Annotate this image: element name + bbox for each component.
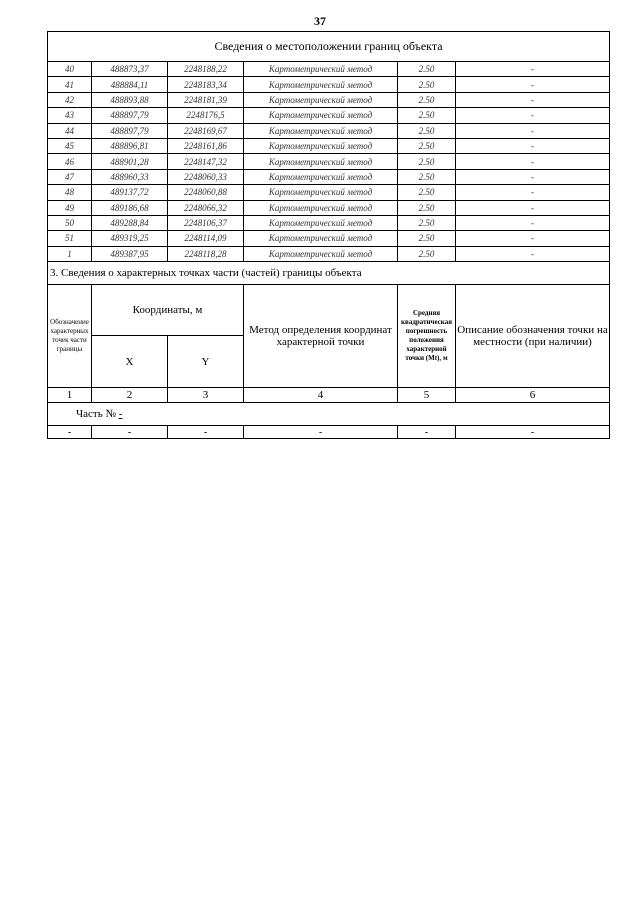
cell-desc: - [456, 123, 610, 138]
cell-method: Картометрический метод [244, 138, 398, 153]
cell-desc: - [456, 200, 610, 215]
column-number: 5 [398, 388, 456, 403]
cell-desc: - [456, 77, 610, 92]
table-row [48, 246, 610, 261]
section-title: Сведения о местоположении границ объекта [48, 32, 610, 62]
header-row-1 [48, 285, 610, 336]
cell-method: Картометрический метод [244, 185, 398, 200]
column-number: 6 [456, 388, 610, 403]
cell-desc: - [456, 138, 610, 153]
cell-x: 489186,68 [92, 200, 168, 215]
table-row [48, 92, 610, 107]
cell-y: 2248183,34 [168, 77, 244, 92]
cell-y: 2248066,32 [168, 200, 244, 215]
cell-y: 2248188,22 [168, 62, 244, 77]
cell-x: 489387,95 [92, 246, 168, 261]
cell-x: 488896,81 [92, 138, 168, 153]
cell-empty: - [398, 426, 456, 439]
header-coordinates: Координаты, м [92, 285, 244, 336]
cell-empty: - [48, 426, 92, 439]
cell-method: Картометрический метод [244, 200, 398, 215]
cell-y: 2248106,37 [168, 215, 244, 230]
cell-method: Картометрический метод [244, 77, 398, 92]
part-value: - [118, 408, 123, 421]
cell-method: Картометрический метод [244, 123, 398, 138]
cell-y: 2248161,86 [168, 138, 244, 153]
cell-mt: 2.50 [398, 62, 456, 77]
cell-method: Картометрический метод [244, 169, 398, 184]
table-row [48, 123, 610, 138]
header-x: X [92, 336, 168, 388]
table-row [48, 231, 610, 246]
header-method: Метод определения координат характерной точки [244, 285, 398, 388]
cell-x: 488897,79 [92, 108, 168, 123]
cell-n: 50 [48, 215, 92, 230]
cell-x: 489319,25 [92, 231, 168, 246]
section3-title: 3. Сведения о характерных точках части (частей) границы объекта [48, 262, 610, 285]
cell-n: 44 [48, 123, 92, 138]
table-row [48, 426, 610, 439]
cell-desc: - [456, 185, 610, 200]
cell-mt: 2.50 [398, 108, 456, 123]
cell-desc: - [456, 169, 610, 184]
section-title-row [48, 32, 610, 62]
cell-mt: 2.50 [398, 138, 456, 153]
header-description: Описание обозначения точки на местности (при наличии) [456, 285, 610, 388]
cell-mt: 2.50 [398, 215, 456, 230]
cell-method: Картометрический метод [244, 108, 398, 123]
cell-mt: 2.50 [398, 246, 456, 261]
column-number: 1 [48, 388, 92, 403]
cell-n: 40 [48, 62, 92, 77]
table-row [48, 77, 610, 92]
cell-empty: - [244, 426, 398, 439]
column-numbers-row [48, 388, 610, 403]
cell-x: 488960,33 [92, 169, 168, 184]
cell-y: 2248060,88 [168, 185, 244, 200]
cell-y: 2248118,28 [168, 246, 244, 261]
cell-method: Картометрический метод [244, 154, 398, 169]
cell-desc: - [456, 231, 610, 246]
table-row [48, 200, 610, 215]
cell-mt: 2.50 [398, 231, 456, 246]
cell-y: 2248169,67 [168, 123, 244, 138]
section3-title-row [48, 262, 610, 285]
cell-n: 47 [48, 169, 92, 184]
cell-method: Картометрический метод [244, 215, 398, 230]
table-row [48, 169, 610, 184]
cell-x: 488884,11 [92, 77, 168, 92]
cell-mt: 2.50 [398, 200, 456, 215]
cell-x: 489288,84 [92, 215, 168, 230]
cell-y: 2248060,33 [168, 169, 244, 184]
page-number: 37 [314, 14, 326, 28]
table-row [48, 185, 610, 200]
cell-method: Картометрический метод [244, 246, 398, 261]
cell-desc: - [456, 246, 610, 261]
column-number: 2 [92, 388, 168, 403]
cell-method: Картометрический метод [244, 62, 398, 77]
table-row [48, 138, 610, 153]
cell-empty: - [92, 426, 168, 439]
column-number: 4 [244, 388, 398, 403]
cell-n: 43 [48, 108, 92, 123]
cell-y: 2248114,09 [168, 231, 244, 246]
cell-desc: - [456, 108, 610, 123]
table-row [48, 108, 610, 123]
cell-x: 488897,79 [92, 123, 168, 138]
cell-y: 2248181,39 [168, 92, 244, 107]
boundary-table [47, 31, 610, 439]
cell-mt: 2.50 [398, 169, 456, 184]
cell-desc: - [456, 62, 610, 77]
cell-n: 1 [48, 246, 92, 261]
cell-n: 46 [48, 154, 92, 169]
part-label-cell [48, 403, 610, 426]
table-row [48, 62, 610, 77]
cell-x: 488873,37 [92, 62, 168, 77]
cell-n: 41 [48, 77, 92, 92]
cell-x: 488893,88 [92, 92, 168, 107]
cell-x: 489137,72 [92, 185, 168, 200]
column-number: 3 [168, 388, 244, 403]
cell-n: 51 [48, 231, 92, 246]
cell-mt: 2.50 [398, 92, 456, 107]
table-row [48, 154, 610, 169]
header-y: Y [168, 336, 244, 388]
cell-method: Картометрический метод [244, 231, 398, 246]
cell-y: 2248176,5 [168, 108, 244, 123]
cell-mt: 2.50 [398, 185, 456, 200]
cell-desc: - [456, 215, 610, 230]
cell-n: 48 [48, 185, 92, 200]
cell-mt: 2.50 [398, 123, 456, 138]
cell-n: 49 [48, 200, 92, 215]
cell-n: 45 [48, 138, 92, 153]
cell-mt: 2.50 [398, 77, 456, 92]
part-label: Часть № [76, 408, 116, 421]
cell-n: 42 [48, 92, 92, 107]
cell-desc: - [456, 92, 610, 107]
header-point-designation: Обозначение характерных точек части границы [48, 285, 92, 388]
cell-empty: - [168, 426, 244, 439]
table-row [48, 215, 610, 230]
cell-empty: - [456, 426, 610, 439]
cell-x: 488901,28 [92, 154, 168, 169]
cell-mt: 2.50 [398, 154, 456, 169]
part-row [48, 403, 610, 426]
cell-desc: - [456, 154, 610, 169]
cell-method: Картометрический метод [244, 92, 398, 107]
cell-y: 2248147,32 [168, 154, 244, 169]
header-mt: Средняя квадратическая погрешность положения характерной точки (Мt), м [398, 285, 456, 388]
